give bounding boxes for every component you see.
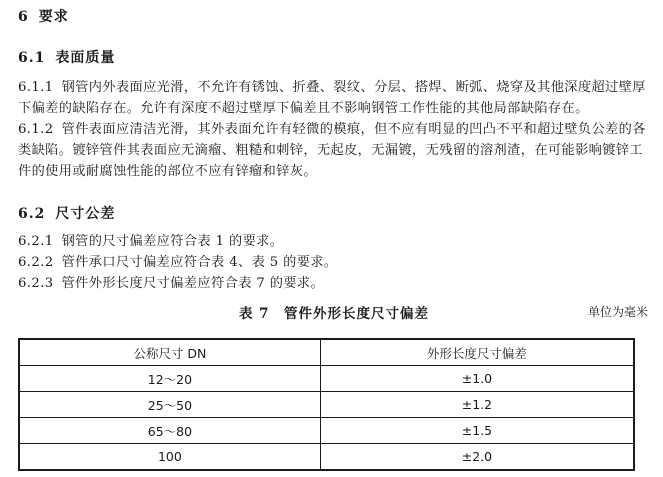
table-unit-note: 单位为毫米	[587, 305, 648, 319]
subsection-heading-dimensional-tolerance	[18, 203, 115, 223]
column-header-length-deviation: 外形长度尺寸偏差	[320, 339, 634, 366]
cell-length-deviation: ±1.0	[320, 366, 634, 392]
table-row	[19, 392, 634, 418]
clause-6-2-3	[18, 273, 650, 294]
clause-text: 管件承口尺寸偏差应符合表 4、表 5 的要求。	[61, 255, 338, 270]
table-caption: 表 7 管件外形长度尺寸偏差	[238, 306, 430, 322]
clause-6-1-2	[18, 119, 650, 182]
table-row	[19, 444, 634, 471]
subsection-heading-surface-quality	[18, 47, 115, 67]
column-header-nominal-size: 公称尺寸 DN	[19, 339, 320, 366]
cell-length-deviation: ±2.0	[320, 444, 634, 471]
clause-text: 管件表面应清洁光滑，其外表面允许有轻微的模痕，但不应有明显的凹凸不平和超过壁负公差的各类缺陷。镀锌管件其表面应无滴瘤、粗糙和刺锌，无起皮，无漏镀，无残留的溶剂渣，在可能影响镀锌工件的使用或耐腐蚀性能的部位不应有锌瘤和锌灰。	[18, 122, 646, 179]
clause-number: 6.2.2	[18, 255, 54, 270]
table-caption-row	[18, 302, 650, 322]
table-row	[19, 418, 634, 444]
section-title: 要求	[38, 9, 69, 25]
clause-6-1-1	[18, 77, 650, 119]
clause-6-2-1	[18, 231, 650, 252]
cell-nominal-size: 65～80	[19, 418, 320, 444]
table-row	[19, 366, 634, 392]
clause-number: 6.2.1	[18, 234, 54, 249]
cell-length-deviation: ±1.5	[320, 418, 634, 444]
section-heading	[18, 6, 69, 26]
cell-nominal-size: 100	[19, 444, 320, 471]
clause-number: 6.1.2	[18, 122, 54, 137]
cell-length-deviation: ±1.2	[320, 392, 634, 418]
clause-6-2-2	[18, 252, 650, 273]
subsection-number: 6.1	[18, 50, 46, 66]
table-header-row	[19, 339, 634, 366]
clause-text: 钢管内外表面应光滑，不允许有锈蚀、折叠、裂纹、分层、搭焊、断弧、烧穿及其他深度超过壁厚下偏差的缺陷存在。允许有深度不超过壁厚下偏差且不影响钢管工作性能的其他局部缺陷存在。	[18, 80, 646, 116]
clause-number: 6.1.1	[18, 80, 54, 95]
subsection-number: 6.2	[18, 206, 46, 222]
clause-text: 钢管的尺寸偏差应符合表 1 的要求。	[61, 234, 284, 249]
tolerance-table	[18, 338, 635, 471]
clause-text: 管件外形长度尺寸偏差应符合表 7 的要求。	[61, 276, 325, 291]
subsection-title: 尺寸公差	[55, 206, 116, 222]
clause-number: 6.2.3	[18, 276, 54, 291]
cell-nominal-size: 25～50	[19, 392, 320, 418]
cell-nominal-size: 12～20	[19, 366, 320, 392]
section-number: 6	[18, 9, 29, 25]
subsection-title: 表面质量	[55, 50, 116, 66]
